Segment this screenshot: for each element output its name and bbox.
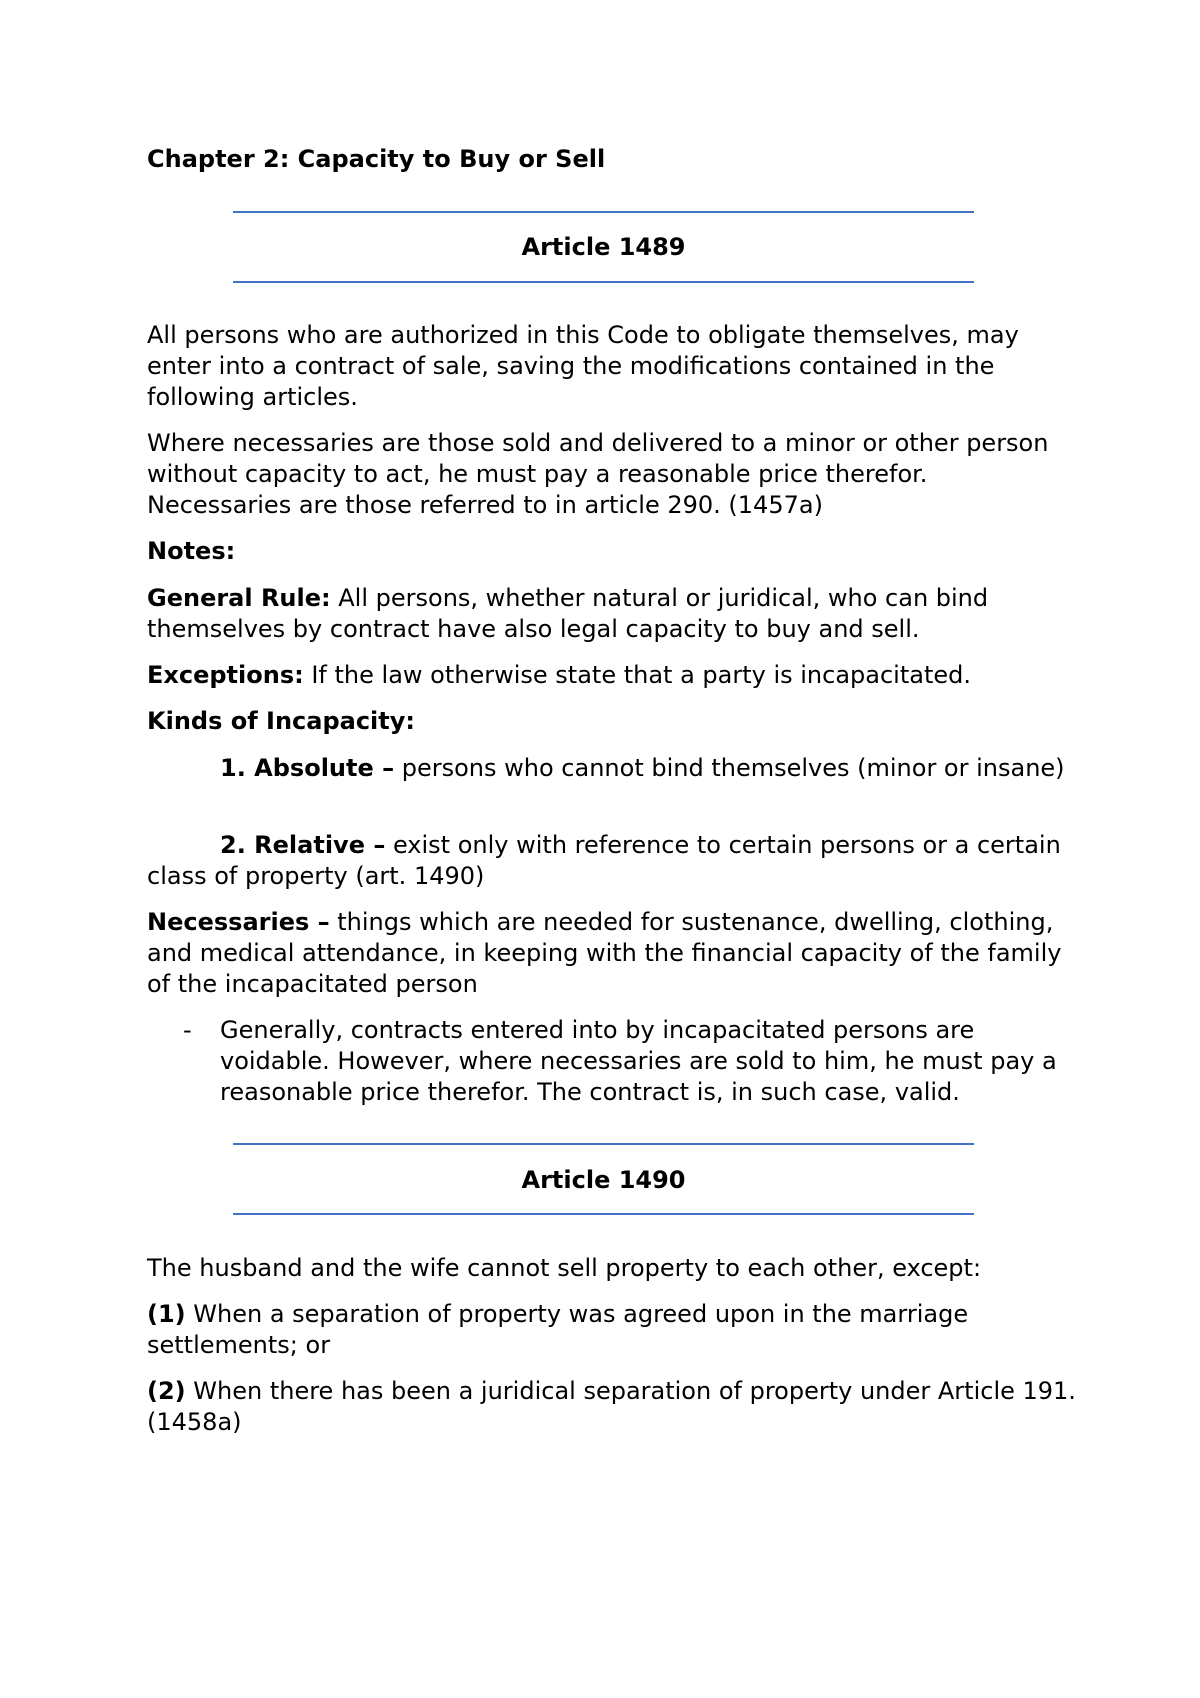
necessaries-paragraph — [147, 907, 1077, 1000]
kind-absolute-text: persons who cannot bind themselves (minor or insane) — [394, 754, 1065, 782]
item-2-text: When there has been a juridical separation of property under Article 191. (1458a) — [147, 1377, 1076, 1436]
bullet-text: Generally, contracts entered into by incapacitated persons are voidable. However, where necessaries are sold to him, he must pay a reasonable price therefor. The contract is, in such case, valid. — [220, 1016, 1057, 1106]
article-1489-heading: Article 1489 — [521, 233, 686, 261]
general-rule-label: General Rule: — [147, 584, 331, 612]
article-1489-paragraph-2: Where necessaries are those sold and delivered to a minor or other person without capacity to act, he must pay a reasonable price therefor. Necessaries are those referred to in article 290. (1457a) — [147, 429, 1049, 519]
kind-absolute-item — [147, 753, 1077, 784]
heading-rule-top — [233, 1143, 974, 1145]
item-2-label: (2) — [147, 1377, 186, 1405]
kind-relative-text: exist only with reference to certain persons or a certain class of property (art. 1490) — [147, 831, 1061, 890]
necessaries-label: Necessaries – — [147, 908, 330, 936]
article-1490-paragraph-1: The husband and the wife cannot sell property to each other, except: — [147, 1254, 982, 1282]
heading-rule-bottom — [233, 281, 974, 283]
heading-rule-top — [233, 211, 974, 213]
item-1-text: When a separation of property was agreed upon in the marriage settlements; or — [147, 1300, 969, 1359]
article-1489-paragraph-1: All persons who are authorized in this Code to obligate themselves, may enter into a contract of sale, saving the modifications contained in the following articles. — [147, 321, 1019, 411]
chapter-title: Chapter 2: Capacity to Buy or Sell — [147, 145, 606, 173]
exceptions-paragraph — [147, 660, 1077, 691]
general-rule-paragraph — [147, 583, 1077, 645]
kind-absolute-label: 1. Absolute – — [220, 754, 395, 782]
kind-relative-item — [147, 830, 1077, 892]
article-1490-item-1 — [147, 1299, 1077, 1361]
heading-rule-bottom — [233, 1213, 974, 1215]
article-1490-heading: Article 1490 — [521, 1166, 686, 1194]
exceptions-text: If the law otherwise state that a party is incapacitated. — [303, 661, 972, 689]
article-1490-item-2 — [147, 1376, 1077, 1438]
necessaries-text: things which are needed for sustenance, dwelling, clothing, and medical attendance, in keeping with the financial capacity of the family of the incapacitated person — [147, 908, 1062, 998]
kinds-of-incapacity-label: Kinds of Incapacity: — [147, 707, 415, 735]
kind-relative-label: 2. Relative – — [220, 831, 386, 859]
bullet-dash-icon: - — [183, 1016, 192, 1044]
general-rule-text: All persons, whether natural or juridical, who can bind themselves by contract have also legal capacity to buy and sell. — [147, 584, 989, 643]
exceptions-label: Exceptions: — [147, 661, 304, 689]
notes-label: Notes: — [147, 537, 236, 565]
item-1-label: (1) — [147, 1300, 186, 1328]
